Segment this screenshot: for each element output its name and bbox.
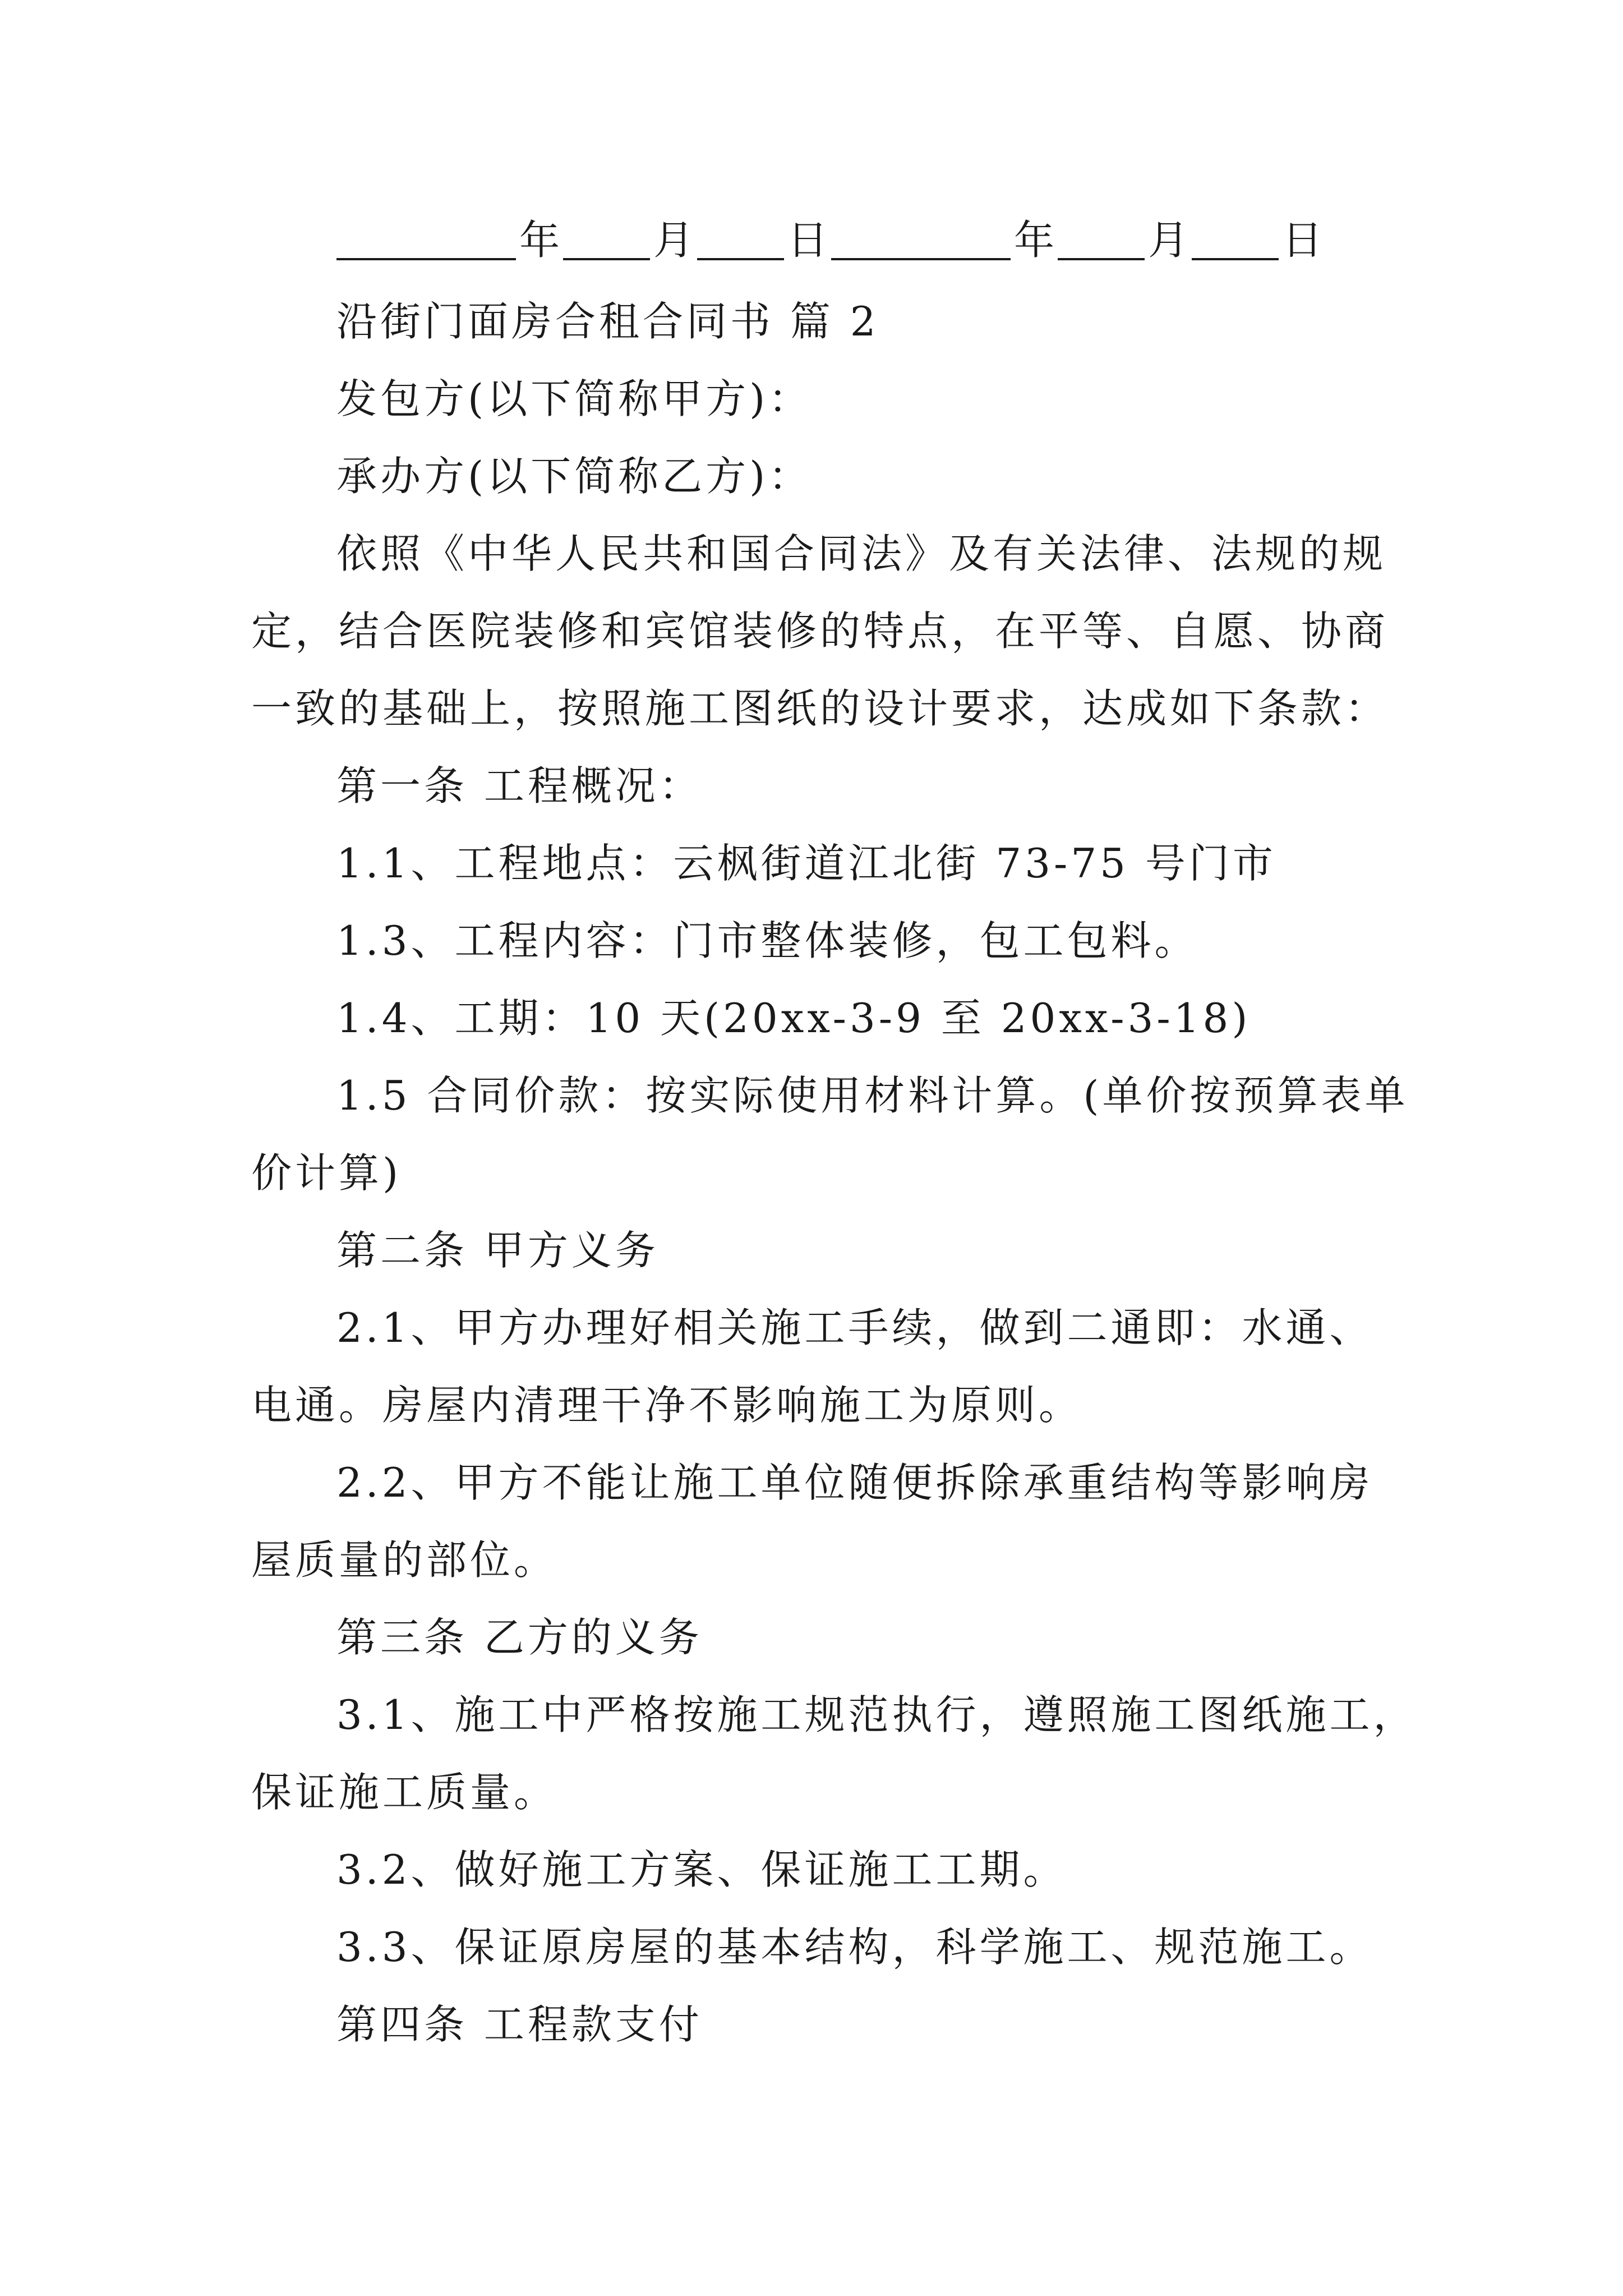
day-label: 日	[787, 217, 828, 264]
body-text-line: 定，结合医院装修和宾馆装修的特点，在平等、自愿、协商	[251, 608, 1389, 655]
article-heading: 第二条 甲方义务	[336, 1227, 659, 1274]
day-label: 日	[1282, 217, 1323, 264]
body-text-line: 一致的基础上，按照施工图纸的设计要求，达成如下条款：	[251, 685, 1389, 732]
clause-line: 价计算)	[251, 1149, 402, 1197]
year-blank	[831, 219, 1011, 260]
month-blank	[563, 219, 650, 260]
section-title: 沿街门面房合租合同书 篇 2	[336, 298, 879, 345]
clause-line: 3.2、做好施工方案、保证施工工期。	[336, 1846, 1067, 1893]
month-blank	[1058, 219, 1145, 260]
day-blank	[1192, 219, 1279, 260]
month-label: 月	[1148, 217, 1189, 264]
clause-line: 2.2、甲方不能让施工单位随便拆除承重结构等影响房	[336, 1459, 1373, 1506]
party-b-line: 承办方(以下简称乙方)：	[336, 453, 813, 500]
party-a-line: 发包方(以下简称甲方)：	[336, 375, 813, 422]
clause-line: 3.1、施工中严格按施工规范执行，遵照施工图纸施工，	[336, 1691, 1417, 1738]
clause-line: 保证施工质量。	[251, 1769, 558, 1816]
clause-line: 屋质量的部位。	[251, 1536, 558, 1584]
clause-line: 1.5 合同价款：按实际使用材料计算。(单价按预算表单	[336, 1072, 1409, 1119]
body-text-line: 依照《中华人民共和国合同法》及有关法律、法规的规	[336, 530, 1387, 577]
clause-line: 2.1、甲方办理好相关施工手续，做到二通即：水通、	[336, 1304, 1373, 1351]
day-blank	[697, 219, 784, 260]
signature-date-line	[336, 213, 1326, 267]
clause-line: 1.1、工程地点：云枫街道江北街 73-75 号门市	[336, 840, 1276, 887]
clause-line: 3.3、保证原房屋的基本结构，科学施工、规范施工。	[336, 1924, 1373, 1971]
clause-line: 电通。房屋内清理干净不影响施工为原则。	[251, 1382, 1083, 1429]
clause-line: 1.4、工期：10 天(20xx-3-9 至 20xx-3-18)	[336, 995, 1251, 1042]
month-label: 月	[653, 217, 694, 264]
year-label: 年	[519, 217, 560, 264]
article-heading: 第四条 工程款支付	[336, 2001, 703, 2048]
clause-line: 1.3、工程内容：门市整体装修，包工包料。	[336, 917, 1198, 964]
article-heading: 第一条 工程概况：	[336, 762, 703, 809]
year-blank	[336, 219, 516, 260]
article-heading: 第三条 乙方的义务	[336, 1614, 703, 1661]
year-label: 年	[1014, 217, 1055, 264]
